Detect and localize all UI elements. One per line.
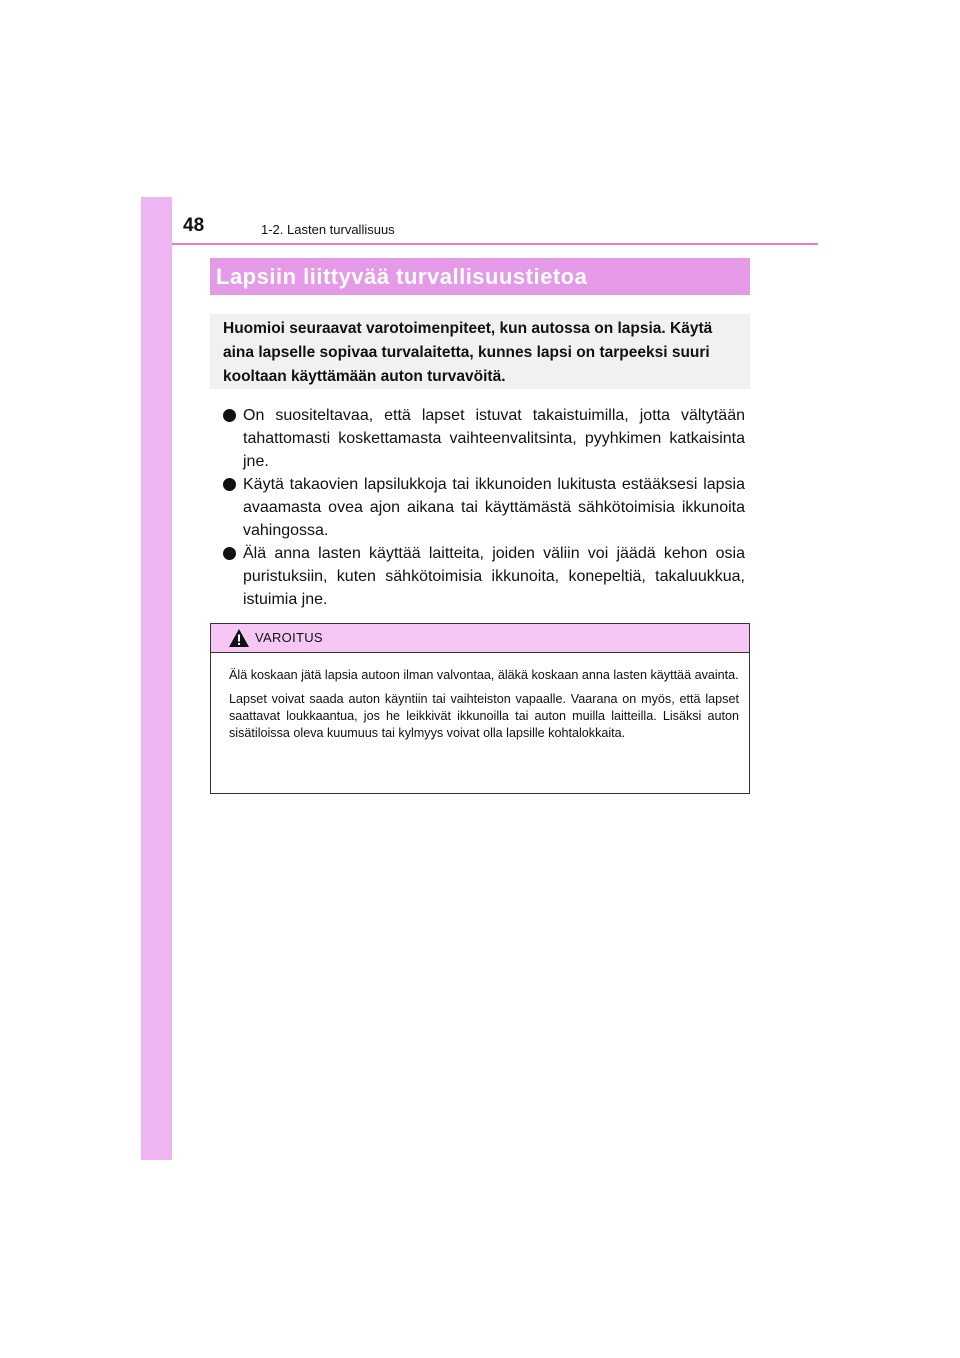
header-rule <box>172 243 818 245</box>
bullet-icon <box>223 478 236 491</box>
warning-header <box>211 624 749 653</box>
list-item <box>215 542 745 611</box>
bullet-text: Käytä takaovien lapsilukkoja tai ikkunoiden lukitusta estääksesi lapsia avaamasta ovea ajon aikana tai käyttämästä sähkötoimisia ikkunoita vahingossa. <box>243 476 745 539</box>
page-number: 48 <box>183 215 205 236</box>
chapter-title: 1-2. Lasten turvallisuus <box>261 222 395 237</box>
list-item <box>215 473 745 542</box>
bullet-text: On suositeltavaa, että lapset istuvat takaistuimilla, jotta vältytään tahattomasti koskettamasta vaihteenvalitsinta, pyyhkimen katkaisinta jne. <box>243 407 745 470</box>
warning-box <box>210 623 750 794</box>
bullet-icon <box>223 547 236 560</box>
warning-paragraph: Lapset voivat saada auton käyntiin tai vaihteiston vapaalle. Vaarana on myös, että lapset saattavat loukkaantua, jos he leikkivät ikkunoilla tai auton muilla laitteilla. Lisäksi auton sisätiloissa oleva kuumuus tai kylmyys voivat olla lapsille kohtalokkaita. <box>229 692 739 740</box>
bullet-text: Älä anna lasten käyttää laitteita, joiden väliin voi jäädä kehon osia puristuksiin, kuten sähkötoimisia ikkunoita, konepeltiä, takaluukkua, istuimia jne. <box>243 545 745 608</box>
bullet-list <box>215 404 745 611</box>
warning-triangle-icon <box>228 628 250 648</box>
warning-body <box>211 653 749 742</box>
chapter-side-strip <box>141 197 172 1160</box>
warning-paragraph: Älä koskaan jätä lapsia autoon ilman valvontaa, äläkä koskaan anna lasten käyttää avainta. <box>229 668 739 682</box>
list-item <box>215 404 745 473</box>
warning-label: VAROITUS <box>255 630 323 645</box>
bullet-icon <box>223 409 236 422</box>
intro-text: Huomioi seuraavat varotoimenpiteet, kun autossa on lapsia. Käytä aina lapselle sopivaa turvalaitetta, kunnes lapsi on tarpeeksi suuri kooltaan käyttämään auton turvavöitä. <box>223 320 713 385</box>
section-title: Lapsiin liittyvää turvallisuustietoa <box>210 258 750 295</box>
intro-box <box>210 314 750 389</box>
